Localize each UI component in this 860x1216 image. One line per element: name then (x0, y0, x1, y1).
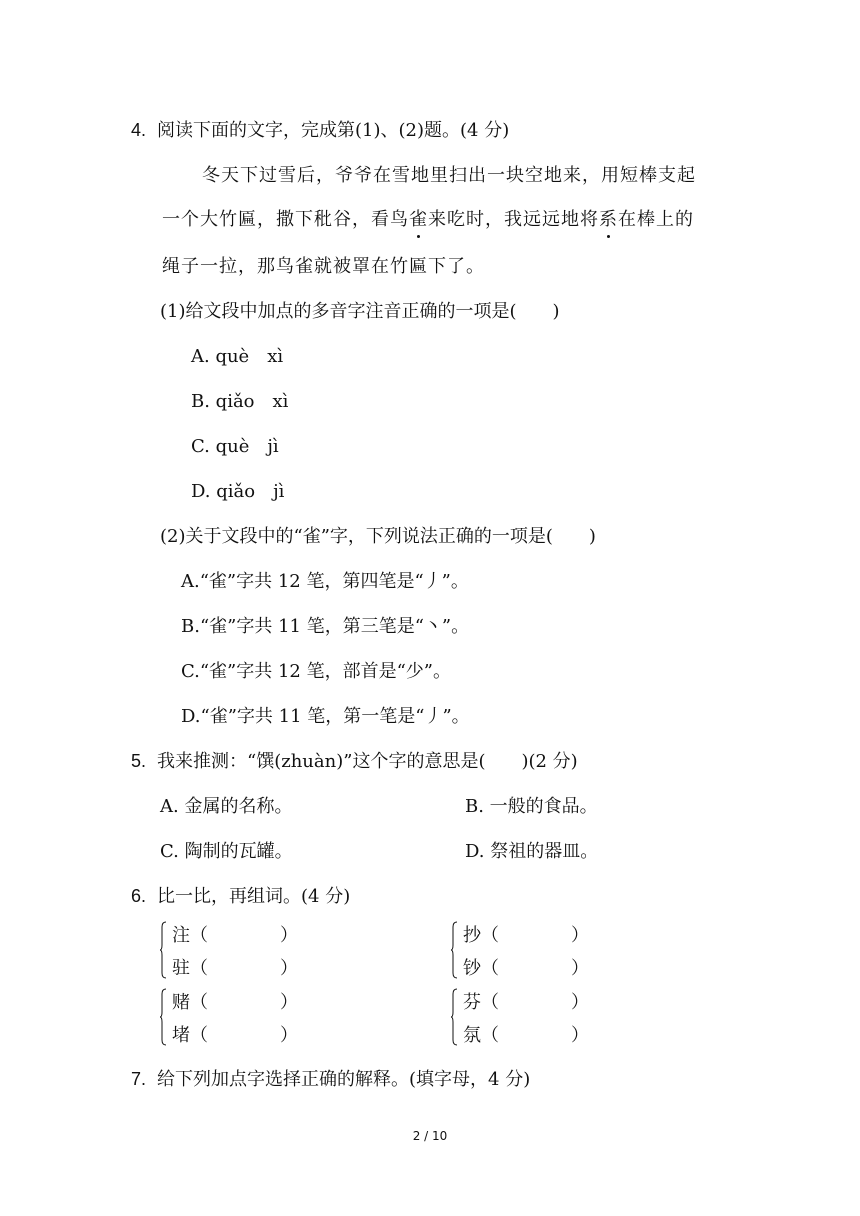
brace-icon (451, 921, 458, 979)
option-b: B. qiǎo xì (191, 391, 289, 412)
passage-line-3: 绳子一拉，那鸟雀就被罩在竹匾下了。 (162, 256, 485, 277)
brace-icon (160, 988, 167, 1046)
passage-text: 一个大竹匾，撒下秕谷，看鸟 (162, 209, 409, 230)
character: 芬 (463, 992, 481, 1013)
sub-question-1: (1)给文段中加点的多音字注音正确的一项是( ) (160, 301, 560, 322)
option-a: A. què xì (191, 346, 284, 367)
option-c: C. què jì (191, 436, 279, 457)
word-row (172, 921, 298, 947)
question-5 (131, 747, 578, 773)
character: 注 (172, 925, 190, 946)
word-row (463, 954, 589, 980)
question-number: 6. (131, 886, 147, 906)
answer-blank[interactable]: （ ） (190, 992, 298, 1013)
answer-blank[interactable]: （ ） (481, 925, 589, 946)
option-d: D. qiǎo jì (191, 481, 285, 502)
question-7 (131, 1065, 530, 1091)
question-6 (131, 882, 350, 908)
question-number: 7. (131, 1069, 147, 1089)
word-row (463, 988, 589, 1014)
answer-blank[interactable]: （ ） (481, 1025, 589, 1046)
passage-line-1: 冬天下过雪后，爷爷在雪地里扫出一块空地来，用短棒支起 (202, 165, 696, 186)
option-a: A. 金属的名称。 (160, 796, 293, 817)
answer-blank[interactable]: （ ） (190, 958, 298, 979)
word-row (172, 954, 298, 980)
passage-line-2 (162, 205, 694, 231)
question-stem: 阅读下面的文字，完成第(1)、(2)题。(4 分) (157, 120, 510, 141)
question-number: 5. (131, 751, 147, 771)
character: 堵 (172, 1025, 190, 1046)
brace-icon (451, 988, 458, 1046)
question-number: 4. (131, 120, 147, 140)
word-row (172, 1021, 298, 1047)
question-stem: 我来推测：“馔(zhuàn)”这个字的意思是( )(2 分) (157, 751, 578, 772)
sub-question-2: (2)关于文段中的“雀”字，下列说法正确的一项是( ) (160, 526, 596, 547)
word-row (463, 921, 589, 947)
question-4 (131, 116, 509, 142)
character: 氛 (463, 1025, 481, 1046)
question-stem: 给下列加点字选择正确的解释。(填字母，4 分) (157, 1069, 531, 1090)
word-row (172, 988, 298, 1014)
option-d: D. 祭祖的器皿。 (465, 841, 599, 862)
option-b: B. 一般的食品。 (465, 796, 598, 817)
character: 抄 (463, 925, 481, 946)
character: 钞 (463, 958, 481, 979)
brace-icon (160, 921, 167, 979)
answer-blank[interactable]: （ ） (190, 925, 298, 946)
word-row (463, 1021, 589, 1047)
page-number: 2 / 10 (412, 1129, 448, 1143)
character: 赌 (172, 992, 190, 1013)
answer-blank[interactable]: （ ） (190, 1025, 298, 1046)
passage-text: 在棒上的 (618, 209, 694, 230)
dotted-character: 雀 (409, 205, 428, 231)
option-a: A.“雀”字共 12 笔，第四笔是“丿”。 (181, 571, 469, 592)
character: 驻 (172, 958, 190, 979)
dotted-character: 系 (599, 205, 618, 231)
answer-blank[interactable]: （ ） (481, 958, 589, 979)
option-c: C. 陶制的瓦罐。 (160, 841, 293, 862)
passage-text: 来吃时，我远远地将 (428, 209, 599, 230)
question-stem: 比一比，再组词。(4 分) (157, 886, 351, 907)
answer-blank[interactable]: （ ） (481, 992, 589, 1013)
option-b: B.“雀”字共 11 笔，第三笔是“丶”。 (181, 616, 470, 637)
option-d: D.“雀”字共 11 笔，第一笔是“丿”。 (181, 706, 470, 727)
option-c: C.“雀”字共 12 笔，部首是“少”。 (181, 661, 452, 682)
